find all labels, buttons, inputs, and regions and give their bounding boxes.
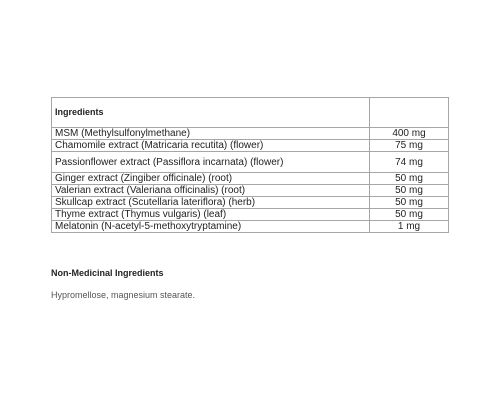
ingredient-amount: 50 mg [370,173,449,185]
ingredient-name: Passionflower extract (Passiflora incarnata) (flower) [52,152,370,173]
ingredient-name: Thyme extract (Thymus vulgaris) (leaf) [52,209,370,221]
table-row [52,185,449,197]
table-row [52,221,449,233]
table-row [52,140,449,152]
ingredient-amount: 50 mg [370,185,449,197]
table-row [52,173,449,185]
ingredient-amount: 50 mg [370,209,449,221]
ingredient-name: Chamomile extract (Matricaria recutita) (flower) [52,140,370,152]
ingredients-header: Ingredients [52,98,370,128]
ingredient-amount: 50 mg [370,197,449,209]
ingredient-amount: 74 mg [370,152,449,173]
table-row [52,209,449,221]
ingredient-name: MSM (Methylsulfonylmethane) [52,128,370,140]
non-medicinal-heading: Non-Medicinal Ingredients [51,268,164,278]
ingredient-amount: 400 mg [370,128,449,140]
table-row [52,152,449,173]
ingredient-name: Valerian extract (Valeriana officinalis) (root) [52,185,370,197]
amount-header [370,98,449,128]
ingredient-name: Ginger extract (Zingiber officinale) (root) [52,173,370,185]
ingredient-amount: 75 mg [370,140,449,152]
ingredient-amount: 1 mg [370,221,449,233]
ingredient-name: Melatonin (N-acetyl-5-methoxytryptamine) [52,221,370,233]
table-header-row [52,98,449,128]
non-medicinal-text: Hypromellose, magnesium stearate. [51,290,196,300]
table-row [52,197,449,209]
ingredient-name: Skullcap extract (Scutellaria lateriflora) (herb) [52,197,370,209]
ingredients-table [51,97,449,233]
table-row [52,128,449,140]
